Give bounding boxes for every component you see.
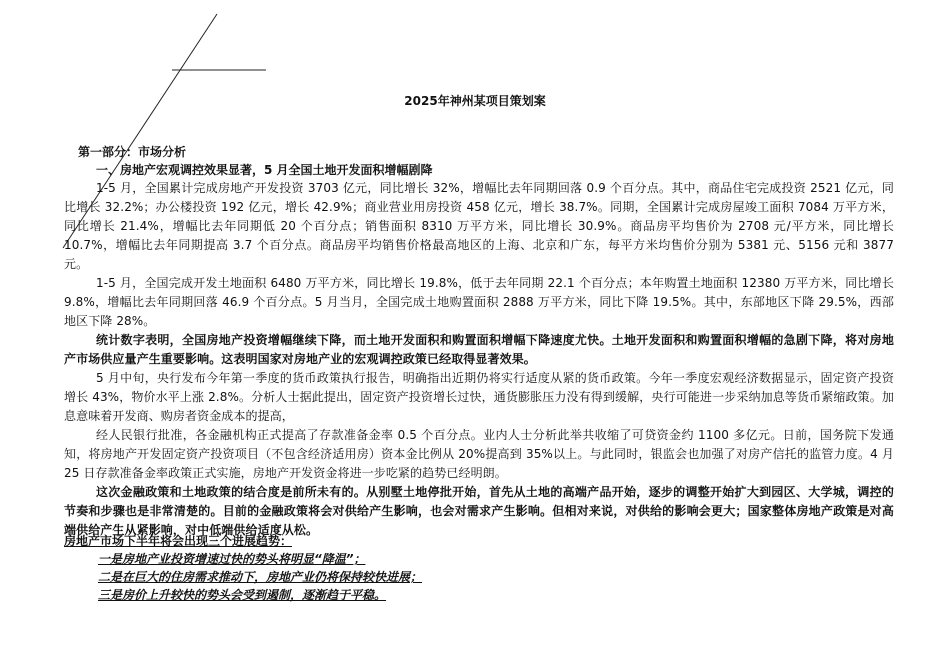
list-item: 一是房地产业投资增速过快的势头将明显“降温”； (98, 552, 366, 566)
list-item: 三是房价上升较快的势头会受到遏制，逐渐趋于平稳。 (98, 588, 387, 602)
paragraph-bold: 这次金融政策和土地政策的结合度是前所未有的。从别墅土地停批开始，首先从土地的高端产品开始，逐步的调整开始扩大到园区、大学城，调控的节奏和步骤也是非常清楚的。目前的金融政策将会对供给产生影响，也会对需求产生影响。但相对来说，对供给的影响会更大；国家整体房地产政策是对高端供给产生从紧影响，对中低端供给适度从松。 (64, 485, 894, 537)
paragraph: 1-5 月，全国完成开发土地面积 6480 万平方米，同比增长 19.8%，低于去年同期 22.1 个百分点；本年购置土地面积 12380 万平方米，同比增长 9.8%，增幅比去年同期回落 46.9 个百分点。5 月当月，全国完成土地购置面积 2888 万平方米，同比下降 19.5%。其中，东部地区下降 29.5%，西部地区下降 28%。 (64, 276, 894, 328)
trends-list (98, 550, 422, 604)
paragraph: 1-5 月，全国累计完成房地产开发投资 3703 亿元，同比增长 32%，增幅比去年同期回落 0.9 个百分点。其中，商品住宅完成投资 2521 亿元，同比增长 32.2%；办公楼投资 192 亿元，增长 42.9%；商业营业用房投资 458 亿元，增长 38.7%。同期，全国累计完成房屋竣工面积 7084 万平方米，同比增长 21.4%，增幅比去年同期低 20 个百分点；销售面积 8310 万平方米，同比增长 30.9%。商品房平均售价为 2708 元/平方米，同比增长 10.7%，增幅比去年同期提高 3.7 个百分点。商品房平均销售价格最高地区的上海、北京和广东，每平方米均售价分别为 5381 元、5156 元和 3877 元。 (64, 181, 894, 271)
subsection-heading: 一、房地产宏观调控效果显著，5 月全国土地开发面积增幅剧降 (96, 163, 433, 177)
section-heading: 第一部分：市场分析 (78, 145, 187, 159)
paragraph: 经人民银行批准，各金融机构正式提高了存款准备金率 0.5 个百分点。业内人士分析此举共收缩了可贷资金约 1100 多亿元。日前，国务院下发通知，将房地产开发固定资产投资项目（不包含经济适用房）资本金比例从 20%提高到 35%以上。与此同时，银监会也加强了对房产信托的监管力度。4 月 25 日存款准备金率政策正式实施，房地产开发资金将进一步吃紧的趋势已经明朗。 (64, 428, 894, 480)
document-title: 2025年神州某项目策划案 (404, 94, 546, 108)
list-item: 二是在巨大的住房需求推动下，房地产业仍将保持较快进展； (98, 570, 423, 584)
paragraph-bold: 统计数字表明，全国房地产投资增幅继续下降，而土地开发面积和购置面积增幅下降速度尤快。土地开发面积和购置面积增幅的急剧下降，将对房地产市场供应量产生重要影响。这表明国家对房地产业的宏观调控政策已经取得显著效果。 (64, 333, 894, 366)
trends-heading: 房地产市场下半年将会出现三个进展趋势： (64, 534, 293, 548)
paragraph: 5 月中旬，央行发布今年第一季度的货币政策执行报告，明确指出近期仍将实行适度从紧的货币政策。今年一季度宏观经济数据显示，固定资产投资增长 43%，物价水平上涨 2.8%。分析人士据此提出，固定资产投资增长过快，通货膨胀压力没有得到缓解，央行可能进一步采纳加息等货币紧缩政策。加息意味着开发商、购房者资金成本的提高， (64, 371, 894, 423)
body-text (64, 179, 894, 540)
